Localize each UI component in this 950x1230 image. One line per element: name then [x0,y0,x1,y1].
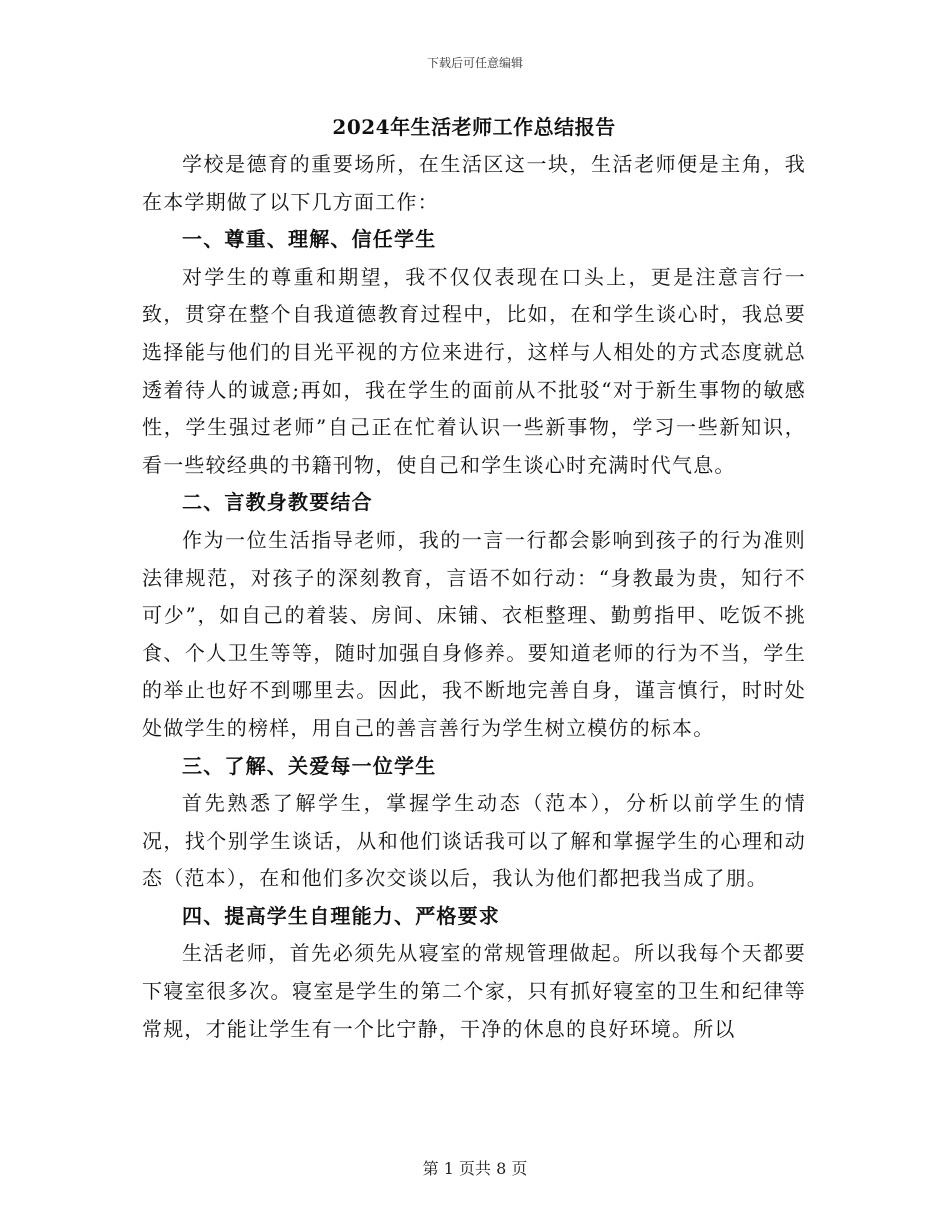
document-body [142,108,806,1048]
section-body-4: 生活老师，首先必须先从寝室的常规管理做起。所以我每个天都要下寝室很多次。寝室是学生的第二个家，只有抓好寝室的卫生和纪律等常规，才能让学生有一个比宁静，干净的休息的良好环境。所以 [142,941,806,1041]
header-note: 下载后可任意编辑 [426,56,523,70]
page-number: 第 1 页共 8 页 [422,1159,528,1178]
document-title: 2024年生活老师工作总结报告 [332,115,616,139]
section-body-3: 首先熟悉了解学生，掌握学生动态（范本），分析以前学生的情况，找个别学生谈话，从和他们谈话我可以了解和掌握学生的心理和动态（范本），在和他们多次交谈以后，我认为他们都把我当成了朋。 [142,791,806,891]
section-heading-2: 二、言教身教要结合 [182,490,373,515]
section-body-1: 对学生的尊重和期望，我不仅仅表现在口头上，更是注意言行一致，贯穿在整个自我道德教育过程中，比如，在和学生谈心时，我总要选择能与他们的目光平视的方位来进行，这样与人相处的方式态度就总透着待人的诚意;再如，我在学生的面前从不批驳“对于新生事物的敏感性，学生强过老师”自己正在忙着认识一些新事物，学习一些新知识，看一些较经典的书籍刊物，使自己和学生谈心时充满时代气息。 [142,264,806,477]
section-body-2: 作为一位生活指导老师，我的一言一行都会影响到孩子的行为准则法律规范，对孩子的深刻教育，言语不如行动：“身教最为贵，知行不可少”，如自己的着装、房间、床铺、衣柜整理、勤剪指甲、吃饭不挑食、个人卫生等等，随时加强自身修养。要知道老师的行为不当，学生的举止也好不到哪里去。因此，我不断地完善自身，谨言慎行，时时处处做学生的榜样，用自己的善言善行为学生树立模仿的标本。 [142,527,806,740]
section-heading-3: 三、了解、关爱每一位学生 [182,753,437,778]
section-heading-1: 一、尊重、理解、信任学生 [182,227,437,252]
section-heading-4: 四、提高学生自理能力、严格要求 [182,903,500,928]
intro-paragraph: 学校是德育的重要场所，在生活区这一块，生活老师便是主角，我在本学期做了以下几方面工作： [142,152,806,214]
